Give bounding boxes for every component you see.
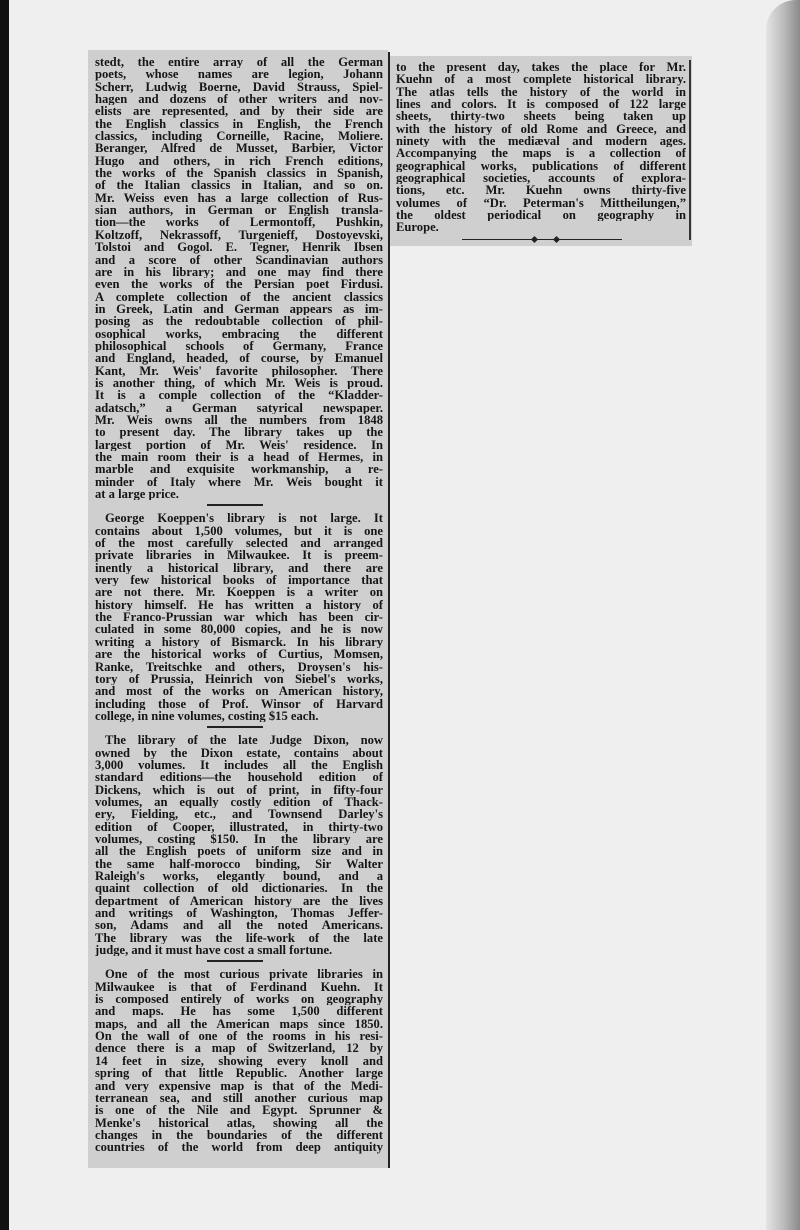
text-line: the oldest periodical on geography in [396,209,686,222]
text-line: owned by the Dixon estate, contains about [95,746,383,759]
text-line: with the history of old Rome and Greece, and [396,122,686,136]
scan-right-edge [766,0,800,1230]
text-line: the Franco-Prussian war which has been cir- [95,611,383,624]
scan-left-edge [0,0,9,1230]
text-line: and a score of other Scandinavian authors [95,253,383,266]
text-line: sheets, thirty-two sheets being taken up [396,110,686,123]
text-line: are in his library; and one may find there [95,265,383,279]
text-line: is one of the Nile and Egypt. Sprunner & [95,1104,383,1117]
text-line: lines and colors. It is composed of 122 large [396,98,686,111]
text-line: geographical works, publications of different [396,159,686,173]
text-line: history himself. He has written a history of [95,598,383,612]
clipping-right-rule [689,60,691,240]
text-line: Menke's historical atlas, showing all the [95,1116,383,1129]
paragraph [95,734,383,956]
text-line: volumes of “Dr. Peterman's Mittheilungen,” [396,196,686,210]
text-line: volumes, costing $150. In the library are [95,832,383,846]
text-line: ninety with the mediæval and modern ages. [396,135,686,148]
text-line: spring of that little Republic. Another large [95,1067,383,1080]
text-line: 3,000 volumes. It includes all the English [95,758,383,772]
text-line: It is a comple collection of the “Kladder- [95,389,383,402]
text-line: volumes, an equally costly edition of Thack- [95,795,383,809]
text-line: tions, etc. Mr. Kuehn owns thirty-five [396,184,686,197]
text-line: marble and exquisite workmanship, a re- [95,463,383,476]
text-line: and most of the works on American history, [95,685,383,698]
text-line: all the English poets of uniform size and in [95,845,383,858]
paragraph [95,968,383,1153]
text-line: largest portion of Mr. Weis' residence. In [95,438,383,451]
text-line: tion—the works of Lermontoff, Pushkin, [95,216,383,229]
text-line: 14 feet in size, showing every knoll and [95,1054,383,1068]
text-line: On the wall of one of the rooms in his resi- [95,1030,383,1043]
text-line: very few historical books of importance that [95,574,383,587]
text-line: adatsch,” a German satyrical newspaper. [95,401,383,414]
text-line: classics, including Corneille, Racine, Moliere. [95,130,383,143]
article-left-column [95,56,383,1154]
text-line: department of American history are the lives [95,894,383,908]
text-line: of the most carefully selected and arranged [95,537,383,550]
text-line: tory of Prussia, Heinrich von Siebel's works, [95,672,383,686]
text-line: Ranke, Treitschke and others, Droysen's his- [95,660,383,673]
text-line: standard editions—the household edition of [95,771,383,784]
text-line: the English classics in English, the French [95,117,383,131]
text-line: and England, headed, of course, by Emanuel [95,352,383,365]
text-line: and very expensive map is that of the Medi- [95,1079,383,1092]
text-line: elists are represented, and by their side are [95,105,383,118]
text-line: is composed entirely of works on geography [95,993,383,1006]
text-line: sian authors, in German or English transla- [95,204,383,217]
text-line: are the historical works of Curtius, Momsen, [95,648,383,661]
text-line: Europe. [396,221,439,234]
text-line: The library of the late Judge Dixon, now [105,734,383,747]
text-line: of the Italian classics in Italian, and so on. [95,179,383,192]
text-line: Mr. Weis owns all the numbers from 1848 [95,413,383,427]
text-line: The atlas tells the history of the world in [396,85,686,99]
text-line: the works of the Spanish classics in Spanish, [95,167,383,180]
text-line: and writings of Washington, Thomas Jeffer- [95,907,383,920]
text-line: philosophical schools of Germany, France [95,339,383,353]
text-line: at a large price. [95,488,179,501]
text-line: countries of the world from deep antiquity [95,1141,383,1154]
text-line: Kuehn of a most complete historical library. [396,73,686,86]
text-line: contains about 1,500 volumes, but it is one [95,524,383,538]
text-line: son, Adams and all the noted Americans. [95,919,383,932]
text-line: Beranger, Alfred de Musset, Barbier, Victor [95,142,383,155]
text-line: private libraries in Milwaukee. It is preem- [95,549,383,562]
text-line: culated in some 80,000 copies, and he is now [95,623,383,636]
text-line: are not there. Mr. Koeppen is a writer on [95,586,383,599]
text-line: the main room their is a head of Hermes, in [95,451,383,464]
text-line: George Koeppen's library is not large. It [105,512,383,525]
text-line: A complete collection of the ancient classics [95,290,383,303]
text-line: stedt, the entire array of all the German [95,56,383,69]
text-line: judge, and it must have cost a small fortune. [95,944,333,957]
text-line: minder of Italy where Mr. Weis bought it [95,475,383,489]
section-separator [95,958,383,964]
text-line: quaint collection of old dictionaries. In the [95,882,383,895]
text-line: ery, Fielding, etc., and Townsend Darley's [95,808,383,821]
text-line: is another thing, of which Mr. Weis is proud. [95,376,383,390]
text-line: Dickens, which is out of print, in fifty-four [95,783,383,796]
text-line: to present day. The library takes up the [95,426,383,439]
paragraph [95,512,383,722]
section-separator [95,724,383,730]
text-line: Milwaukee is that of Ferdinand Kuehn. It [95,980,383,994]
text-line: geographical societies, accounts of explora- [396,172,686,185]
text-line: and maps. He has some 1,500 different [95,1005,383,1018]
text-line: dence there is a map of Switzerland, 12 by [95,1042,383,1055]
text-line: even the works of the Persian poet Firdusi. [95,278,383,291]
end-ornament [396,235,686,245]
text-line: edition of Cooper, illustrated, in thirty-two [95,820,383,833]
text-line: writing a history of Bismarck. In his library [95,635,383,649]
section-separator [95,502,383,508]
text-line: to the present day, takes the place for Mr. [396,61,686,74]
text-line: posing as the redoubtable collection of phil- [95,315,383,328]
text-line: Accompanying the maps is a collection of [396,147,686,160]
text-line: the same half-morocco binding, Sir Walter [95,857,383,870]
text-line: The library was the life-work of the late [95,931,383,945]
text-line: One of the most curious private libraries in [105,968,383,981]
text-line: osophical works, embracing the different [95,327,383,340]
column-rule [388,52,390,1168]
text-line: Tolstoi and Gogol. E. Tegner, Henrik Ibsen [95,241,383,254]
text-line: poets, whose names are legion, Johann [95,68,383,81]
text-line: maps, and all the American maps since 1850. [95,1017,383,1031]
text-line: changes in the boundaries of the different [95,1128,383,1142]
text-line: Koltzoff, Nekrassoff, Turgenieff, Dostoyevski, [95,228,383,242]
text-line: college, in nine volumes, costing $15 each. [95,709,319,723]
text-line: Mr. Weiss even has a large collection of Rus- [95,191,383,205]
text-line: inently a historical library, and there are [95,561,383,575]
text-line: in Greek, Latin and German appears as im- [95,302,383,316]
text-line: Kant, Mr. Weis' favorite philosopher. There [95,364,383,377]
paragraph [95,56,383,500]
text-line: hagen and dozens of other writers and nov- [95,93,383,106]
text-line: Raleigh's works, elegantly bound, and a [95,870,383,883]
text-line: Scherr, Ludwig Boerne, David Strauss, Spiel- [95,80,383,94]
article-right-column [396,61,686,245]
text-line: Hugo and others, in rich French editions, [95,154,383,168]
text-line: including those of Prof. Winsor of Harvard [95,697,383,710]
text-line: terranean sea, and still another curious map [95,1091,383,1105]
